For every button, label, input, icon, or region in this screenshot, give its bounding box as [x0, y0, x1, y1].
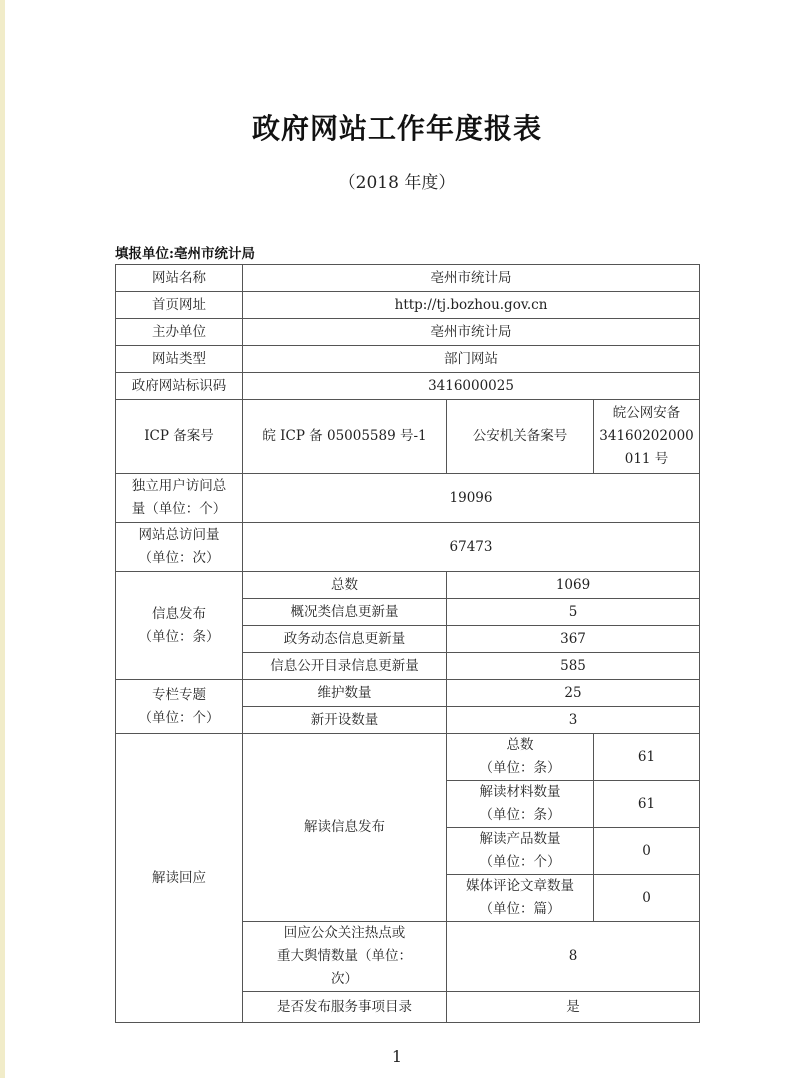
item-label	[447, 828, 594, 875]
section-label	[116, 680, 243, 734]
row-value: 亳州市统计局	[243, 265, 700, 292]
item-value: 1069	[447, 572, 700, 599]
label-line: 专栏专题	[152, 686, 206, 703]
table-row	[116, 572, 700, 599]
item-label: 新开设数量	[243, 707, 447, 734]
item-value: 8	[447, 922, 700, 992]
item-label: 信息公开目录信息更新量	[243, 653, 447, 680]
row-value	[594, 400, 700, 474]
label-line: 解读材料数量	[479, 784, 561, 800]
item-value: 0	[594, 828, 700, 875]
row-label: 政府网站标识码	[116, 373, 243, 400]
item-label	[447, 875, 594, 922]
table-row	[116, 373, 700, 400]
label-line: 次）	[331, 971, 358, 987]
filing-unit: 填报单位:亳州市统计局	[115, 246, 255, 262]
label-line: （单位：篇）	[479, 901, 561, 917]
row-value: 皖 ICP 备 05005589 号-1	[243, 400, 447, 474]
label-line: 量（单位：个）	[131, 501, 227, 517]
label-line: （单位：条）	[138, 628, 220, 645]
row-value: 亳州市统计局	[243, 319, 700, 346]
label-line: （单位：个）	[479, 854, 561, 870]
row-label: 首页网址	[116, 292, 243, 319]
item-label: 总数	[243, 572, 447, 599]
subsection-label: 解读信息发布	[243, 734, 447, 922]
table-row	[116, 265, 700, 292]
table-row	[116, 523, 700, 572]
row-label: ICP 备案号	[116, 400, 243, 474]
label-line: 独立用户访问总	[131, 478, 227, 494]
label-line: 回应公众关注热点或	[283, 925, 406, 941]
row-label: 网站类型	[116, 346, 243, 373]
item-value: 61	[594, 734, 700, 781]
report-table	[115, 264, 700, 1023]
item-value: 61	[594, 781, 700, 828]
table-row	[116, 680, 700, 707]
item-value: 585	[447, 653, 700, 680]
label-line: 媒体评论文章数量	[466, 878, 574, 894]
item-value: 5	[447, 599, 700, 626]
label-line: （单位：次）	[138, 550, 220, 566]
section-label: 解读回应	[116, 734, 243, 1023]
police-record-line: 34160202000	[599, 428, 694, 444]
row-label: 主办单位	[116, 319, 243, 346]
label-line: 总数	[506, 737, 534, 753]
police-record-line: 皖公网安备	[612, 405, 681, 421]
label-line: （单位：条）	[479, 807, 561, 823]
row-label	[116, 474, 243, 523]
police-record-line: 011 号	[624, 451, 669, 467]
table-row	[116, 734, 700, 781]
item-label	[447, 734, 594, 781]
section-label	[116, 572, 243, 680]
item-label: 是否发布服务事项目录	[243, 992, 447, 1023]
label-line: 信息发布	[152, 605, 206, 622]
item-value: 367	[447, 626, 700, 653]
item-label	[447, 781, 594, 828]
item-value: 0	[594, 875, 700, 922]
row-value: 19096	[243, 474, 700, 523]
table-row	[116, 346, 700, 373]
item-value: 3	[447, 707, 700, 734]
item-label: 维护数量	[243, 680, 447, 707]
report-year: （2018 年度）	[338, 173, 456, 193]
item-label: 概况类信息更新量	[243, 599, 447, 626]
table-row	[116, 292, 700, 319]
row-value: 67473	[243, 523, 700, 572]
label-line: （单位：条）	[479, 760, 561, 776]
label-line: 重大舆情数量（单位：	[277, 948, 412, 964]
page-number: 1	[391, 1047, 403, 1066]
label-line: （单位：个）	[138, 709, 220, 726]
label-line: 解读产品数量	[479, 831, 561, 847]
table-row	[116, 474, 700, 523]
page-left-edge	[0, 0, 5, 1078]
table-row	[116, 319, 700, 346]
item-value: 25	[447, 680, 700, 707]
row-label: 公安机关备案号	[447, 400, 594, 474]
item-value: 是	[447, 992, 700, 1023]
row-label: 网站名称	[116, 265, 243, 292]
row-value: http://tj.bozhou.gov.cn	[243, 292, 700, 319]
table-row	[116, 400, 700, 474]
row-label	[116, 523, 243, 572]
row-value: 3416000025	[243, 373, 700, 400]
item-label	[243, 922, 447, 992]
item-label: 政务动态信息更新量	[243, 626, 447, 653]
row-value: 部门网站	[243, 346, 700, 373]
page-title: 政府网站工作年度报表	[251, 112, 542, 145]
label-line: 网站总访问量	[138, 527, 220, 543]
